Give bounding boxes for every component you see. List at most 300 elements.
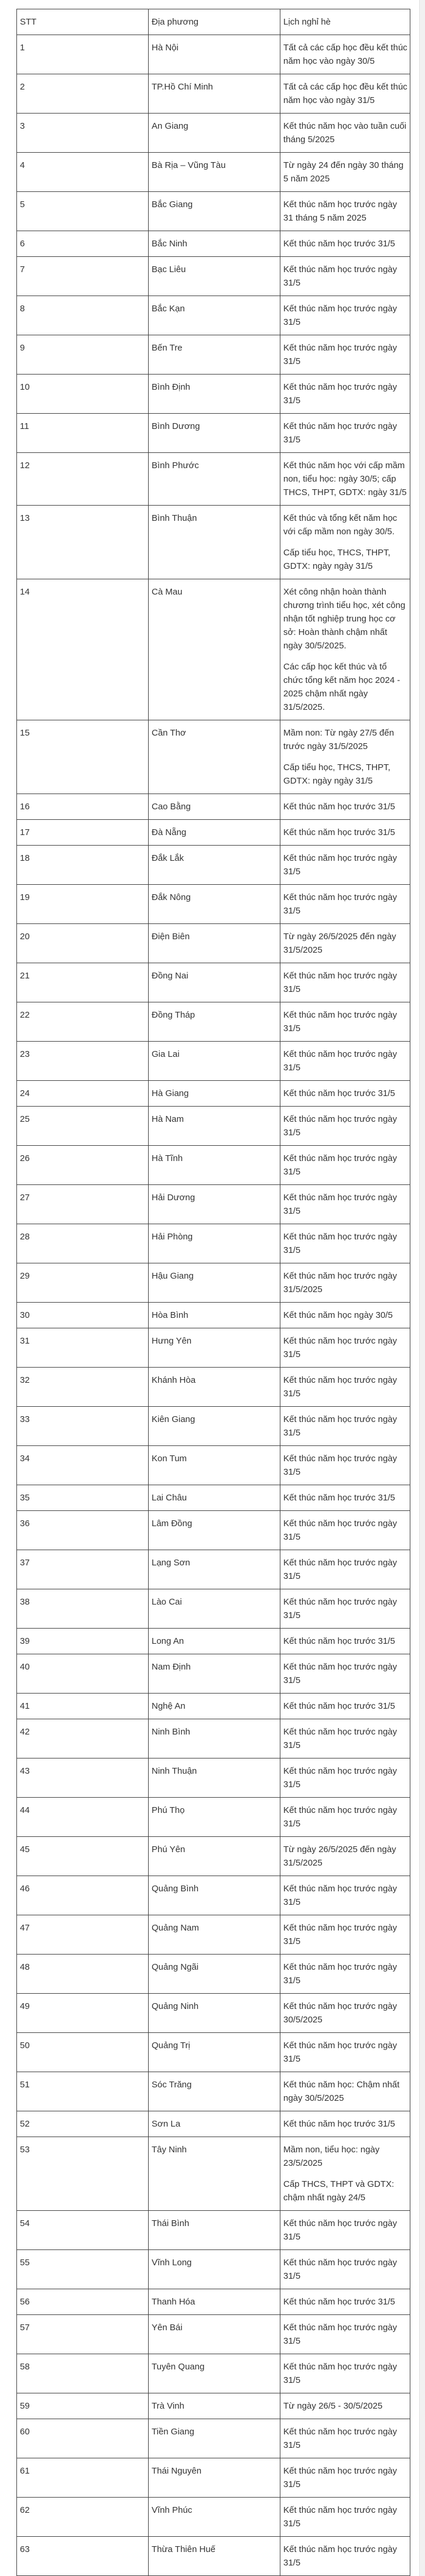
schedule-paragraph: Tất cả các cấp học đều kết thúc năm học vào ngày 30/5 [283,43,407,66]
schedule-cell [280,1589,410,1629]
province-cell: Hậu Giang [149,1263,280,1303]
stt-cell: 5 [17,192,149,231]
stt-cell: 55 [17,2250,149,2289]
province-cell: Sơn La [149,2111,280,2137]
province-cell: Đà Nẵng [149,820,280,846]
stt-cell: 32 [17,1368,149,1407]
province-cell: Quảng Trị [149,2033,280,2072]
schedule-paragraph: Mầm non, tiểu học: ngày 23/5/2025 [283,2145,380,2168]
stt-cell: 17 [17,820,149,846]
stt-cell: 19 [17,885,149,924]
table-row [17,2498,410,2537]
schedule-paragraph: Từ ngày 26/5/2025 đến ngày 31/5/2025 [283,932,396,955]
table-row [17,2072,410,2111]
schedule-cell [280,963,410,1002]
schedule-paragraph: Kết thúc năm học trước ngày 31/5 [283,421,397,445]
table-row [17,820,410,846]
table-row [17,35,410,74]
schedule-cell [280,1107,410,1146]
province-cell: Nam Định [149,1654,280,1694]
stt-cell: 30 [17,1303,149,1328]
table-row [17,1146,410,1185]
table-row [17,1485,410,1511]
schedule-paragraph: Kết thúc năm học ngày 30/5 [283,1310,393,1320]
province-cell: Hải Phòng [149,1224,280,1263]
province-cell: Đắk Lắk [149,846,280,885]
province-cell: Khánh Hòa [149,1368,280,1407]
table-row [17,1042,410,1081]
province-cell: Phú Yên [149,1837,280,1876]
stt-cell: 28 [17,1224,149,1263]
schedule-cell [280,720,410,794]
schedule-cell [280,2315,410,2354]
table-row [17,1719,410,1758]
stt-cell: 12 [17,453,149,506]
schedule-cell [280,1629,410,1654]
province-cell: Kon Tum [149,1446,280,1485]
stt-cell: 43 [17,1758,149,1798]
province-cell: Thái Bình [149,2211,280,2250]
stt-cell: 3 [17,114,149,153]
schedule-cell [280,2072,410,2111]
schedule-paragraph: Kết thúc năm học trước ngày 31/5 [283,1153,397,1177]
province-cell: Hà Nam [149,1107,280,1146]
schedule-cell [280,2111,410,2137]
province-cell: Thừa Thiên Huế [149,2537,280,2576]
table-row [17,1407,410,1446]
table-row [17,2419,410,2458]
schedule-paragraph: Kết thúc năm học trước ngày 31/5 [283,304,397,327]
schedule-paragraph: Tất cả các cấp học đều kết thúc năm học vào ngày 31/5 [283,82,407,105]
table-row [17,846,410,885]
table-row [17,2033,410,2072]
schedule-cell [280,1303,410,1328]
stt-cell: 16 [17,794,149,820]
province-cell: Bình Dương [149,414,280,453]
schedule-cell [280,257,410,296]
stt-cell: 38 [17,1589,149,1629]
schedule-cell [280,1368,410,1407]
stt-cell: 8 [17,296,149,335]
stt-cell: 4 [17,153,149,192]
schedule-paragraph: Kết thúc năm học trước ngày 31/5 [283,2218,397,2242]
schedule-cell [280,820,410,846]
table-row [17,1758,410,1798]
province-cell: Hưng Yên [149,1328,280,1368]
schedule-paragraph: Từ ngày 26/5 - 30/5/2025 [283,2401,383,2411]
schedule-cell [280,74,410,114]
province-cell: Hải Dương [149,1185,280,1224]
schedule-paragraph: Kết thúc năm học trước ngày 31/5 [283,1766,397,1790]
province-cell: Điện Biên [149,924,280,963]
table-row [17,2393,410,2419]
schedule-paragraph: Cấp THCS, THPT và GDTX: chậm nhất ngày 24/5 [283,2179,395,2203]
schedule-paragraph: Kết thúc năm học trước ngày 31/5 [283,1884,397,1907]
schedule-paragraph: Kết thúc năm học trước ngày 31/5 [283,343,397,366]
stt-cell: 7 [17,257,149,296]
schedule-paragraph: Kết thúc năm học trước ngày 30/5/2025 [283,2001,397,2025]
province-cell: Ninh Thuận [149,1758,280,1798]
table-row [17,231,410,257]
schedule-cell [280,2211,410,2250]
schedule-cell [280,1837,410,1876]
schedule-paragraph: Từ ngày 26/5/2025 đến ngày 31/5/2025 [283,1845,396,1868]
table-row [17,963,410,1002]
schedule-paragraph: Kết thúc và tổng kết năm học với cấp mầm non ngày 30/5. [283,513,397,537]
table-row [17,153,410,192]
schedule-paragraph: Kết thúc năm học trước ngày 31/5 [283,1232,397,1255]
schedule-cell [280,1550,410,1589]
province-cell: Sóc Trăng [149,2072,280,2111]
schedule-paragraph: Kết thúc năm học: Chậm nhất ngày 30/5/2025 [283,2080,400,2103]
table-row [17,1550,410,1589]
stt-cell: 52 [17,2111,149,2137]
stt-cell: 23 [17,1042,149,1081]
schedule-paragraph: Kết thúc năm học trước ngày 31/5 [283,853,397,877]
schedule-paragraph: Kết thúc năm học trước 31/5 [283,1701,395,1711]
schedule-cell [280,1511,410,1550]
table-row [17,579,410,720]
schedule-cell [280,1224,410,1263]
province-cell: Hà Tĩnh [149,1146,280,1185]
summer-break-schedule-table [16,9,410,2576]
province-cell: Thái Nguyên [149,2458,280,2498]
province-cell: Bà Rịa – Vũng Tàu [149,153,280,192]
schedule-paragraph: Kết thúc năm học trước 31/5 [283,827,395,837]
province-cell: Bình Thuận [149,506,280,579]
table-row [17,1328,410,1368]
table-row [17,114,410,153]
schedule-paragraph: Kết thúc năm học trước ngày 31/5 [283,1414,397,1438]
stt-cell: 9 [17,335,149,375]
stt-cell: 24 [17,1081,149,1107]
schedule-paragraph: Kết thúc năm học trước 31/5 [283,239,395,249]
schedule-cell [280,1719,410,1758]
province-cell: Nghệ An [149,1694,280,1719]
province-cell: Bắc Kạn [149,296,280,335]
schedule-cell [280,1146,410,1185]
schedule-cell [280,1876,410,1915]
table-row [17,2137,410,2211]
province-cell: Tiền Giang [149,2419,280,2458]
province-cell: Bạc Liêu [149,257,280,296]
schedule-paragraph: Kết thúc năm học trước ngày 31/5 [283,2466,397,2489]
province-cell: Bến Tre [149,335,280,375]
stt-cell: 44 [17,1798,149,1837]
province-cell: Lâm Đồng [149,1511,280,1550]
table-header [17,9,410,35]
province-cell: Đồng Tháp [149,1002,280,1042]
schedule-cell [280,506,410,579]
stt-cell: 20 [17,924,149,963]
table-row [17,2315,410,2354]
table-row [17,335,410,375]
schedule-paragraph: Kết thúc năm học trước ngày 31/5 [283,1010,397,1033]
schedule-cell [280,192,410,231]
schedule-paragraph: Kết thúc năm học trước ngày 31/5 [283,1727,397,1750]
stt-cell: 42 [17,1719,149,1758]
schedule-cell [280,579,410,720]
province-cell: Cao Bằng [149,794,280,820]
schedule-cell [280,2498,410,2537]
table-row [17,1263,410,1303]
province-cell: Cần Thơ [149,720,280,794]
stt-cell: 39 [17,1629,149,1654]
schedule-cell [280,114,410,153]
schedule-paragraph: Kết thúc năm học trước ngày 31/5 [283,2544,397,2568]
province-cell: Lào Cai [149,1589,280,1629]
table-body [17,35,410,2576]
stt-cell: 53 [17,2137,149,2211]
table-row [17,720,410,794]
schedule-paragraph: Kết thúc năm học trước ngày 31/5 [283,1923,397,1946]
schedule-paragraph: Kết thúc năm học trước ngày 31/5 [283,2258,397,2281]
province-cell: Hòa Bình [149,1303,280,1328]
schedule-cell [280,2458,410,2498]
schedule-paragraph: Kết thúc năm học trước ngày 31/5 [283,1114,397,1138]
schedule-cell [280,1328,410,1368]
stt-cell: 49 [17,1994,149,2033]
schedule-paragraph: Kết thúc năm học trước ngày 31/5 [283,1454,397,1477]
schedule-paragraph: Cấp tiểu học, THCS, THPT, GDTX: ngày ngày 31/5 [283,548,390,571]
table-row [17,192,410,231]
stt-cell: 29 [17,1263,149,1303]
table-row [17,2111,410,2137]
province-cell: Hà Nội [149,35,280,74]
schedule-paragraph: Kết thúc năm học trước ngày 31/5 [283,971,397,994]
province-cell: Hà Giang [149,1081,280,1107]
schedule-paragraph: Kết thúc năm học trước ngày 31/5 [283,1962,397,1986]
schedule-paragraph: Kết thúc năm học trước 31/5 [283,802,395,812]
schedule-paragraph: Kết thúc năm học trước ngày 31/5 [283,1662,397,1685]
province-cell: Cà Mau [149,579,280,720]
province-cell: Ninh Bình [149,1719,280,1758]
province-cell: Quảng Bình [149,1876,280,1915]
stt-cell: 54 [17,2211,149,2250]
province-cell: Tuyên Quang [149,2354,280,2393]
schedule-paragraph: Kết thúc năm học vào tuần cuối tháng 5/2025 [283,121,407,145]
schedule-cell [280,885,410,924]
stt-cell: 46 [17,1876,149,1915]
stt-cell: 13 [17,506,149,579]
province-cell: Tây Ninh [149,2137,280,2211]
schedule-cell [280,1654,410,1694]
stt-cell: 31 [17,1328,149,1368]
table-row [17,1446,410,1485]
stt-cell: 18 [17,846,149,885]
province-cell: Bình Phước [149,453,280,506]
stt-cell: 1 [17,35,149,74]
stt-cell: 15 [17,720,149,794]
table-row [17,1368,410,1407]
table-row [17,1002,410,1042]
province-cell: Quảng Ngãi [149,1955,280,1994]
province-cell: Trà Vinh [149,2393,280,2419]
schedule-paragraph: Kết thúc năm học trước ngày 31/5 [283,2323,397,2346]
stt-cell: 37 [17,1550,149,1589]
table-row [17,2537,410,2576]
province-cell: Bình Định [149,375,280,414]
stt-cell: 11 [17,414,149,453]
schedule-paragraph: Kết thúc năm học trước ngày 31/5 [283,265,397,288]
stt-cell: 48 [17,1955,149,1994]
schedule-cell [280,1694,410,1719]
province-cell: Vĩnh Long [149,2250,280,2289]
province-cell: Yên Bái [149,2315,280,2354]
province-cell: Quảng Nam [149,1915,280,1955]
province-cell: Đồng Nai [149,963,280,1002]
table-row [17,414,410,453]
schedule-cell [280,924,410,963]
schedule-paragraph: Kết thúc năm học trước ngày 31/5 [283,2505,397,2529]
col-header-province: Địa phương [149,9,280,35]
schedule-cell [280,335,410,375]
stt-cell: 26 [17,1146,149,1185]
stt-cell: 6 [17,231,149,257]
table-row [17,924,410,963]
stt-cell: 36 [17,1511,149,1550]
schedule-cell [280,1263,410,1303]
table-row [17,885,410,924]
stt-cell: 47 [17,1915,149,1955]
province-cell: Lai Châu [149,1485,280,1511]
table-row [17,296,410,335]
scrollbar-track[interactable] [419,0,425,2576]
schedule-paragraph: Kết thúc năm học trước ngày 31/5 [283,1558,397,1581]
schedule-paragraph: Kết thúc năm học trước ngày 31/5 [283,1193,397,1216]
table-row [17,1837,410,1876]
table-row [17,2211,410,2250]
province-cell: Thanh Hóa [149,2289,280,2315]
schedule-paragraph: Kết thúc năm học trước 31/5 [283,1493,395,1503]
table-row [17,74,410,114]
stt-cell: 41 [17,1694,149,1719]
schedule-paragraph: Kết thúc năm học trước ngày 31/5 [283,2427,397,2450]
schedule-paragraph: Từ ngày 24 đến ngày 30 tháng 5 năm 2025 [283,160,404,184]
schedule-paragraph: Kết thúc năm học trước ngày 31/5 [283,1805,397,1829]
schedule-paragraph: Kết thúc năm học trước ngày 31/5 [283,2041,397,2064]
stt-cell: 45 [17,1837,149,1876]
province-cell: Gia Lai [149,1042,280,1081]
header-row [17,9,410,35]
schedule-cell [280,1798,410,1837]
province-cell: Vĩnh Phúc [149,2498,280,2537]
province-cell: Phú Thọ [149,1798,280,1837]
stt-cell: 61 [17,2458,149,2498]
table-row [17,1654,410,1694]
schedule-cell [280,846,410,885]
stt-cell: 2 [17,74,149,114]
stt-cell: 14 [17,579,149,720]
stt-cell: 34 [17,1446,149,1485]
table-row [17,1798,410,1837]
stt-cell: 56 [17,2289,149,2315]
stt-cell: 57 [17,2315,149,2354]
schedule-cell [280,35,410,74]
stt-cell: 63 [17,2537,149,2576]
schedule-paragraph: Kết thúc năm học trước ngày 31 tháng 5 năm 2025 [283,200,397,223]
schedule-cell [280,2033,410,2072]
table-row [17,506,410,579]
schedule-cell [280,1758,410,1798]
table-row [17,375,410,414]
schedule-cell [280,2250,410,2289]
schedule-paragraph: Mầm non: Từ ngày 27/5 đến trước ngày 31/5/2025 [283,728,395,751]
schedule-cell [280,2393,410,2419]
province-cell: TP.Hồ Chí Minh [149,74,280,114]
schedule-cell [280,1446,410,1485]
stt-cell: 50 [17,2033,149,2072]
schedule-cell [280,1407,410,1446]
stt-cell: 35 [17,1485,149,1511]
province-cell: Quảng Ninh [149,1994,280,2033]
schedule-cell [280,794,410,820]
col-header-stt: STT [17,9,149,35]
table-row [17,1694,410,1719]
table-row [17,2458,410,2498]
schedule-paragraph: Kết thúc năm học trước ngày 31/5 [283,1336,397,1359]
schedule-cell [280,375,410,414]
schedule-cell [280,453,410,506]
schedule-cell [280,1081,410,1107]
schedule-cell [280,2289,410,2315]
province-cell: Đắk Nông [149,885,280,924]
schedule-cell [280,1485,410,1511]
schedule-paragraph: Các cấp học kết thúc và tổ chức tổng kết năm học 2024 - 2025 chậm nhất ngày 31/5/2025. [283,662,400,712]
schedule-paragraph: Kết thúc năm học trước ngày 31/5 [283,1049,397,1073]
schedule-cell [280,1185,410,1224]
table-row [17,1589,410,1629]
table-row [17,2250,410,2289]
province-cell: Long An [149,1629,280,1654]
schedule-cell [280,2537,410,2576]
schedule-paragraph: Kết thúc năm học trước ngày 31/5 [283,1375,397,1399]
schedule-paragraph: Kết thúc năm học trước ngày 31/5 [283,1519,397,1542]
schedule-paragraph: Kết thúc năm học trước ngày 31/5 [283,382,397,406]
table-row [17,1303,410,1328]
schedule-paragraph: Kết thúc năm học với cấp mầm non, tiểu học: ngày 30/5; cấp THCS, THPT, GDTX: ngày 31/5 [283,461,407,497]
table-row [17,794,410,820]
schedule-cell [280,1002,410,1042]
schedule-paragraph: Kết thúc năm học trước ngày 31/5 [283,892,397,916]
stt-cell: 40 [17,1654,149,1694]
schedule-paragraph: Xét công nhận hoàn thành chương trình tiểu học, xét công nhận tốt nghiệp trung học cơ sở: Hoàn thành chậm nhất ngày 30/5/2025. [283,587,406,651]
stt-cell: 51 [17,2072,149,2111]
schedule-cell [280,2137,410,2211]
province-cell: Bắc Ninh [149,231,280,257]
schedule-cell [280,1042,410,1081]
table-row [17,1511,410,1550]
stt-cell: 22 [17,1002,149,1042]
province-cell: Kiên Giang [149,1407,280,1446]
schedule-paragraph: Kết thúc năm học trước ngày 31/5/2025 [283,1271,397,1294]
stt-cell: 58 [17,2354,149,2393]
province-cell: Lạng Sơn [149,1550,280,1589]
schedule-cell [280,414,410,453]
schedule-paragraph: Kết thúc năm học trước ngày 31/5 [283,1597,397,1620]
schedule-cell [280,1955,410,1994]
schedule-paragraph: Kết thúc năm học trước 31/5 [283,2119,395,2129]
schedule-cell [280,296,410,335]
schedule-cell [280,1915,410,1955]
table-row [17,1081,410,1107]
schedule-cell [280,1994,410,2033]
stt-cell: 21 [17,963,149,1002]
table-row [17,453,410,506]
stt-cell: 62 [17,2498,149,2537]
schedule-cell [280,231,410,257]
schedule-paragraph: Kết thúc năm học trước 31/5 [283,1088,395,1098]
